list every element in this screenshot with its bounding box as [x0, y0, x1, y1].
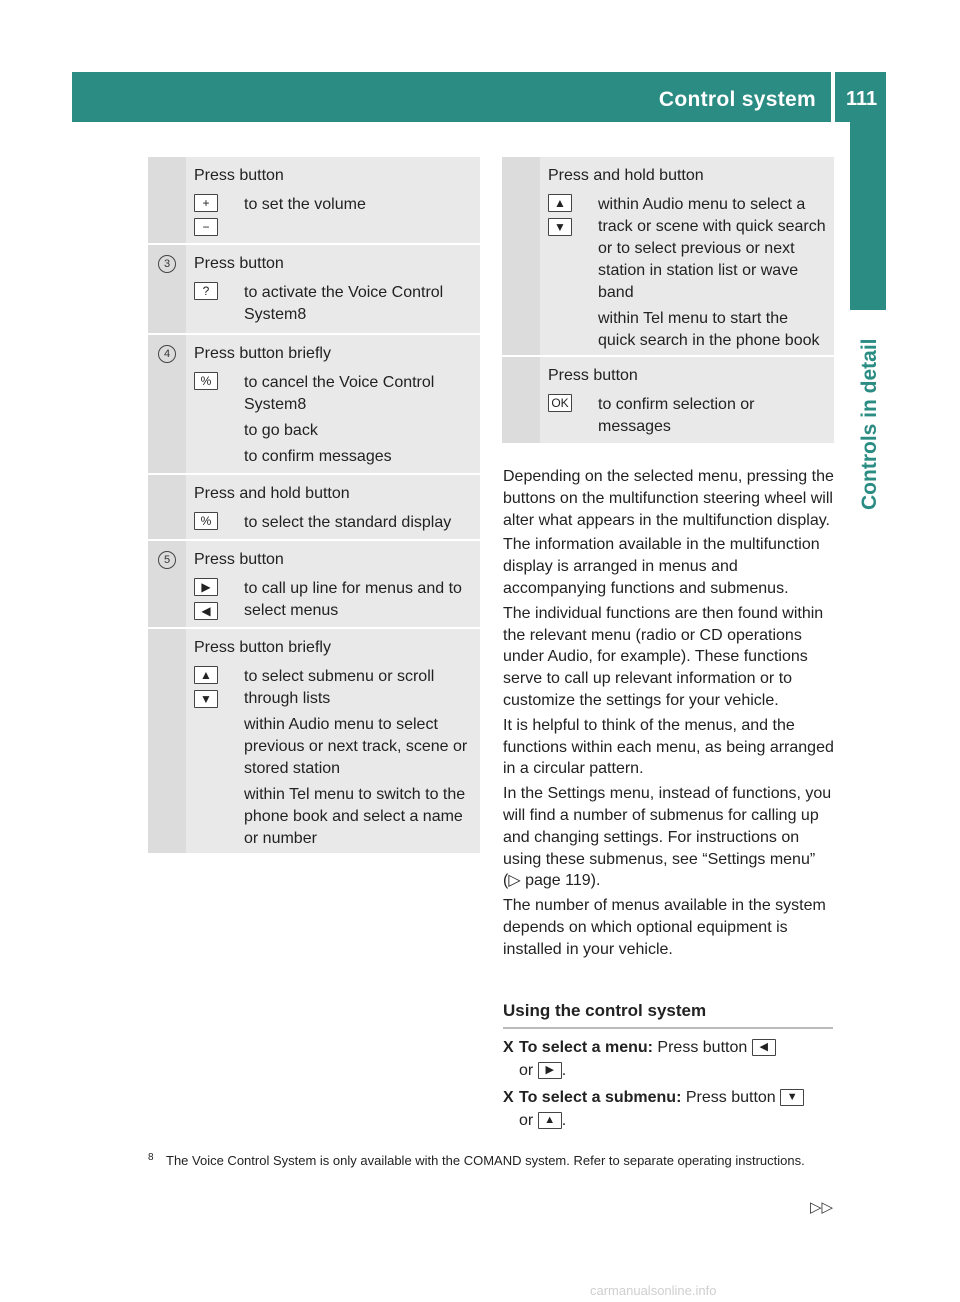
right-table: [502, 155, 834, 443]
watermark: carmanualsonline.info: [590, 1283, 717, 1298]
left-arrow-key: ◀: [194, 602, 218, 620]
footnote-text: The Voice Control System is only available with the COMAND system. Refer to separate operating instructions.: [166, 1153, 805, 1168]
table-row: [502, 355, 834, 443]
header-divider: [831, 72, 835, 122]
ok-key: OK: [548, 394, 572, 412]
up-arrow-key: ▲: [548, 194, 572, 212]
row-intro: Press and hold button: [548, 167, 704, 184]
step-text: Press button: [685, 1089, 776, 1106]
instruction-step: X To select a submenu: Press button ▼ or ▲ .: [503, 1086, 833, 1132]
step-or: or: [519, 1112, 534, 1129]
instruction-step: X To select a menu: Press button ◀ or ▶ .: [503, 1036, 833, 1082]
step-or: or: [519, 1062, 534, 1079]
left-arrow-key: ◀: [752, 1039, 776, 1056]
row-intro: Press and hold button: [194, 485, 350, 502]
right-arrow-key: ▶: [194, 578, 218, 596]
row-desc: within Tel menu to start the quick search in the phone book: [598, 310, 820, 349]
row-intro: Press button: [194, 255, 284, 272]
back-key: %: [194, 372, 218, 390]
volume-up-key: +: [194, 194, 218, 212]
section-side-label: Controls in detail: [858, 338, 881, 510]
paragraph: It is helpful to think of the menus, and the functions within each menu, as being arranged in a circular pattern.: [503, 716, 834, 778]
paragraph: The number of menus available in the system depends on which optional equipment is installed in your vehicle.: [503, 897, 826, 958]
row-desc: to call up line for menus and to select menus: [244, 580, 462, 619]
table-row: [148, 243, 480, 333]
row-desc: to confirm selection or messages: [598, 396, 755, 435]
footnote: [148, 1152, 838, 1169]
down-arrow-key: ▼: [780, 1089, 804, 1106]
section-heading: Using the control system: [503, 1001, 833, 1029]
step-text: Press button: [657, 1039, 748, 1056]
side-tab: [850, 122, 886, 310]
row-desc: to activate the Voice Control System8: [244, 284, 444, 323]
table-row: [502, 155, 834, 355]
right-arrow-key: ▶: [538, 1062, 562, 1079]
row-number: 5: [158, 551, 176, 569]
row-desc: to select the standard display: [244, 514, 452, 531]
row-desc: within Audio menu to select a track or scene with quick search or to select previous or next station in station list or wave band: [598, 196, 826, 301]
up-arrow-key: ▲: [538, 1112, 562, 1129]
left-table: [148, 155, 480, 853]
down-arrow-key: ▼: [194, 690, 218, 708]
volume-down-key: −: [194, 218, 218, 236]
row-desc: to cancel the Voice Control System8: [244, 374, 435, 413]
paragraph: The individual functions are then found within the relevant menu (radio or CD operations under Audio, for example). These functions serve to call up relevant information or to customize the settings for your vehicle.: [503, 604, 824, 709]
table-row: [148, 155, 480, 243]
paragraph: In the Settings menu, instead of functions, you will find a number of submenus for calling up and changing settings. For instructions on using these submenus, see “Settings menu” (▷ page 119).: [503, 785, 832, 890]
body-text: [503, 466, 837, 964]
row-desc: within Tel menu to switch to the phone book and select a name or number: [244, 786, 466, 847]
row-intro: Press button briefly: [194, 639, 331, 656]
page-number: 111: [846, 88, 878, 110]
table-row: [148, 539, 480, 627]
row-number: 3: [158, 255, 176, 273]
row-desc: to confirm messages: [244, 448, 392, 465]
page-title: Control system: [658, 88, 816, 111]
step-label: To select a menu:: [519, 1039, 653, 1056]
row-desc: within Audio menu to select previous or next track, scene or stored station: [244, 716, 468, 777]
paragraph: The information available in the multifunction display is arranged in menus and accompanying functions and submenus.: [503, 536, 820, 597]
row-intro: Press button: [194, 551, 284, 568]
step-arrow-icon: X: [503, 1089, 514, 1106]
continue-arrow-icon: ▷▷: [810, 1199, 834, 1216]
row-intro: Press button briefly: [194, 345, 331, 362]
footnote-number: 8: [148, 1152, 154, 1163]
table-row: [148, 627, 480, 853]
up-arrow-key: ▲: [194, 666, 218, 684]
row-intro: Press button: [548, 367, 638, 384]
back-key: %: [194, 512, 218, 530]
table-row: [148, 473, 480, 539]
step-label: To select a submenu:: [519, 1089, 682, 1106]
row-desc: to go back: [244, 422, 318, 439]
row-intro: Press button: [194, 167, 284, 184]
row-number: 4: [158, 345, 176, 363]
voice-control-key: ?: [194, 282, 218, 300]
row-desc: to select submenu or scroll through lists: [244, 668, 435, 707]
row-desc: to set the volume: [244, 196, 366, 213]
paragraph: Depending on the selected menu, pressing the buttons on the multifunction steering wheel will alter what appears in the multifunction display.: [503, 468, 834, 529]
down-arrow-key: ▼: [548, 218, 572, 236]
table-row: [148, 333, 480, 473]
step-arrow-icon: X: [503, 1039, 514, 1056]
